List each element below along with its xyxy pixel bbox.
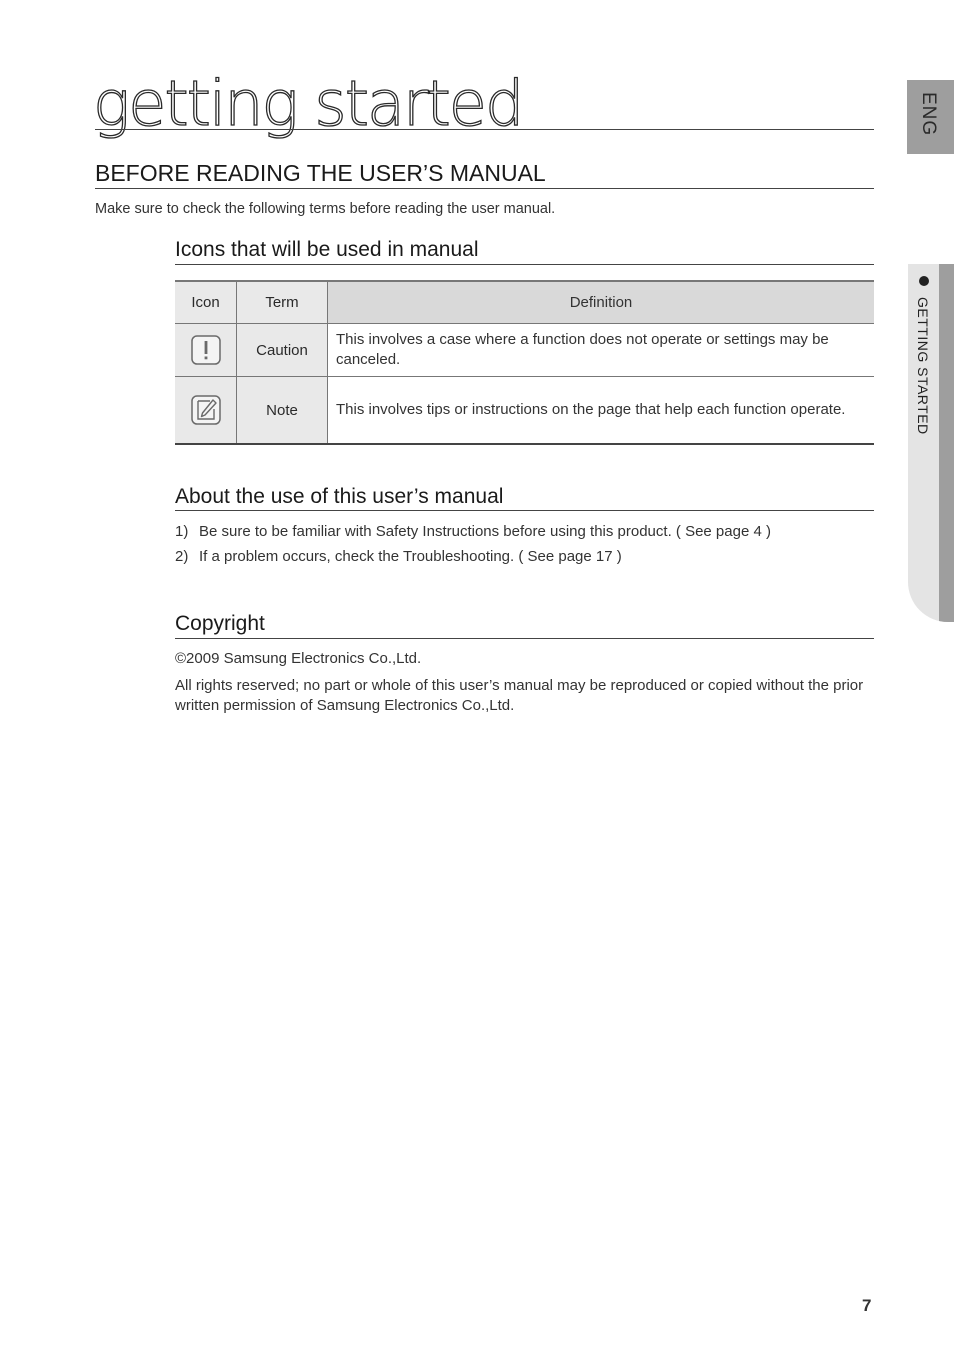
column-header-term: Term — [237, 281, 328, 324]
list-item: 1) Be sure to be familiar with Safety Instructions before using this product. ( See page 4 ) — [175, 523, 771, 540]
list-item: 2) If a problem occurs, check the Troubleshooting. ( See page 17 ) — [175, 548, 622, 565]
copyright-line: ©2009 Samsung Electronics Co.,Ltd. — [175, 650, 422, 667]
side-tab-bar — [939, 264, 954, 622]
term-note: Note — [237, 377, 328, 445]
section-rule — [95, 188, 874, 189]
usage-heading: About the use of this user’s manual — [175, 485, 504, 508]
chapter-title: getting started — [93, 67, 523, 140]
page-number: 7 — [862, 1296, 872, 1315]
definition-caution: This involves a case where a function does not operate or settings may be canceled. — [328, 324, 875, 377]
column-header-icon: Icon — [175, 281, 237, 324]
copyright-heading-rule — [175, 638, 874, 639]
language-label: ENG — [918, 92, 939, 137]
intro-text: Make sure to check the following terms before reading the user manual. — [95, 201, 556, 217]
table-row — [175, 377, 874, 445]
bullet-dot-icon — [919, 276, 929, 286]
title-rule — [95, 129, 874, 130]
note-icon — [191, 395, 221, 425]
table-row — [175, 324, 874, 377]
table-header-row — [175, 281, 874, 324]
copyright-heading: Copyright — [175, 612, 265, 635]
rights-text: All rights reserved; no part or whole of this user’s manual may be reproduced or copied without the prior written permission of Samsung Electronics Co.,Ltd. — [175, 677, 864, 714]
icons-table — [175, 280, 874, 445]
definition-note: This involves tips or instructions on the page that help each function operate. — [328, 377, 875, 445]
chapter-side-tab — [908, 264, 954, 622]
icons-heading-rule — [175, 264, 874, 265]
section-heading: BEFORE READING THE USER’S MANUAL — [95, 160, 546, 186]
language-tab — [907, 80, 954, 154]
column-header-definition: Definition — [328, 281, 875, 324]
chapter-tab-label: GETTING STARTED — [915, 297, 931, 435]
term-caution: Caution — [237, 324, 328, 377]
icons-heading: Icons that will be used in manual — [175, 238, 479, 261]
usage-heading-rule — [175, 510, 874, 511]
caution-icon — [191, 335, 221, 365]
usage-list — [175, 522, 771, 572]
